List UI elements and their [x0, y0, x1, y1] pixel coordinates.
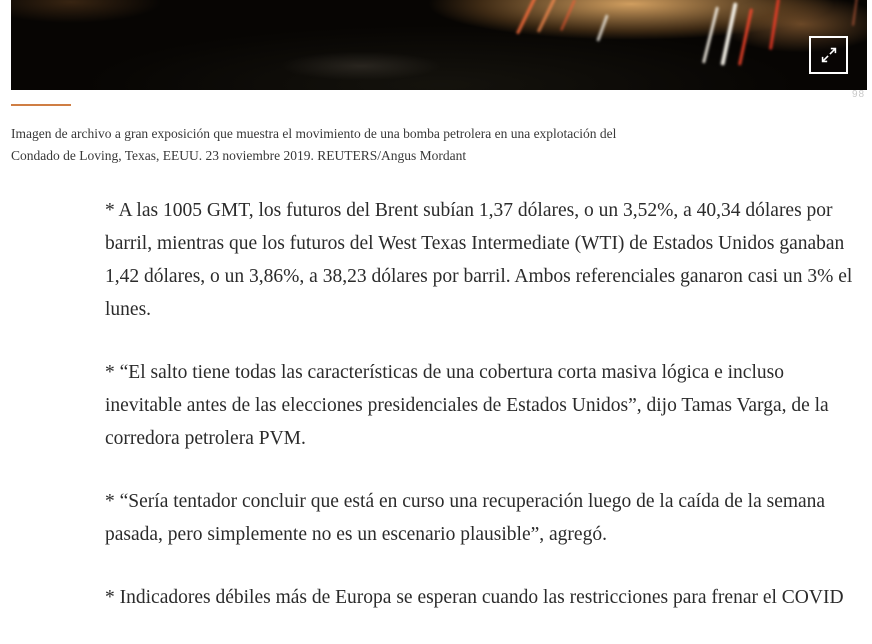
light-streak	[560, 0, 576, 31]
light-streak	[769, 0, 780, 50]
image-caption	[11, 123, 711, 167]
image-caption-line-1: Imagen de archivo a gran exposición que muestra el movimiento de una bomba petrolera en una explotación del	[11, 126, 617, 141]
article-paragraph-4: * Indicadores débiles más de Europa se esperan cuando las restricciones para frenar el COVID	[105, 587, 844, 608]
faint-corner-mark: 98	[852, 89, 866, 100]
light-streak	[702, 6, 719, 63]
image-caption-line-2: Condado de Loving, Texas, EEUU. 23 noviembre 2019. REUTERS/Angus Mordant	[11, 148, 467, 163]
expand-arrows-icon	[818, 44, 840, 66]
light-streak	[852, 0, 858, 26]
light-streak	[720, 2, 737, 65]
article-body	[105, 194, 860, 644]
caption-accent-divider	[11, 104, 71, 106]
article-paragraph-2: * “El salto tiene todas las características de una cobertura corta masiva lógica e incluso inevitable antes de las elecciones presidenciales de Estados Unidos”, dijo Tamas Varga, de la corredora petrolera PVM.	[105, 362, 829, 449]
light-streak	[738, 8, 753, 65]
light-streak	[516, 0, 537, 35]
light-streak	[537, 0, 556, 33]
expand-image-button[interactable]	[809, 36, 848, 74]
light-streak	[596, 14, 608, 41]
hero-image	[11, 0, 867, 90]
article-paragraph-1: * A las 1005 GMT, los futuros del Brent subían 1,37 dólares, o un 3,52%, a 40,34 dólares por barril, mientras que los futuros del West Texas Intermediate (WTI) de Estados Unidos ganaban 1,42 dólares, o un 3,86%, a 38,23 dólares por barril. Ambos referenciales ganaron casi un 3% el lunes.	[105, 200, 853, 320]
article-paragraph-3: * “Sería tentador concluir que está en curso una recuperación luego de la caída de la semana pasada, pero simplemente no es un escenario plausible”, agregó.	[105, 491, 826, 545]
